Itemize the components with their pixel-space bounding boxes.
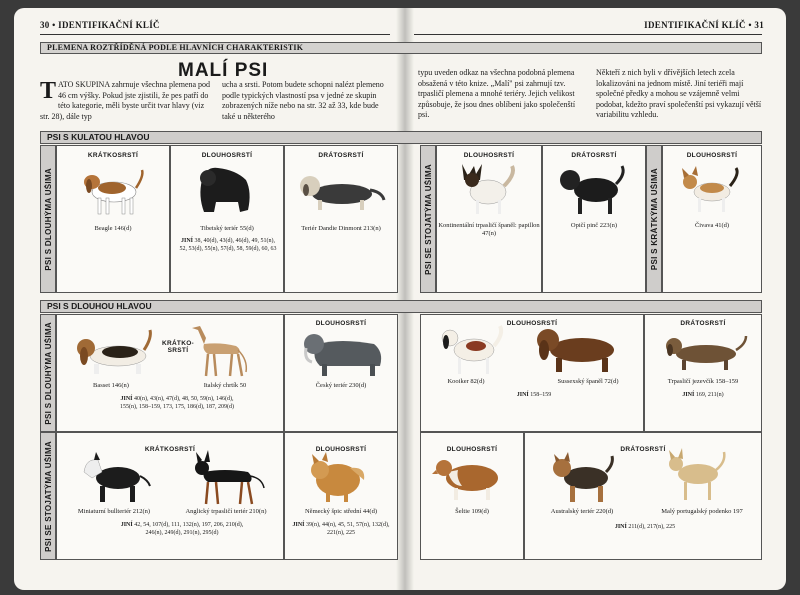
affenpinscher-image <box>556 162 628 218</box>
vlabel-round-short: PSI S KRÁTKÝMA UŠIMA <box>646 145 662 293</box>
portuguese-podengo-image <box>664 448 730 504</box>
coat-wire-2: DRÁTOSRSTÍ <box>571 152 617 159</box>
section-long-head: PSI S DLOUHOU HLAVOU <box>40 300 762 313</box>
also-basset-group: JINÍ 40(n), 43(n), 47(d), 48, 50, 59(n), 146(d), 155(n), 158–159, 173, 175, 186(d), 187, 209(d) <box>120 396 234 410</box>
also-bull-group: JINÍ 42, 54, 107(d), 111, 132(n), 197, 206, 210(d), 246(n), 249(d), 291(n), 295(d) <box>120 522 244 536</box>
caption-kooiker: Kooiker 82(d) <box>447 378 485 385</box>
vlabel-round-erect: PSI SE STOJATÝMA UŠIMA <box>420 145 436 293</box>
dandie-dinmont-image <box>296 170 386 214</box>
caption-tibetan: Tibetský teriér 55(d) <box>200 225 254 232</box>
page-title: MALÍ PSI <box>178 60 269 81</box>
caption-spitz: Německý špic střední 44(d) <box>304 508 378 515</box>
english-toy-terrier-image <box>190 448 268 508</box>
mini-dachshund-image <box>658 332 748 374</box>
coat-long-6: DLOUHOSRSTÍ <box>315 446 367 453</box>
basset-image <box>72 328 154 378</box>
mini-bull-terrier-image <box>78 450 152 506</box>
right-folio: IDENTIFIKAČNÍ KLÍČ • 31 <box>644 20 764 30</box>
vlabel-long-drooping: PSI S DLOUHÝMA UŠIMA <box>40 314 56 432</box>
coat-long-7: DLOUHOSRSTÍ <box>446 446 498 453</box>
sheltie-image <box>432 452 506 504</box>
beagle-image <box>78 162 148 220</box>
coat-short-split: KRÁTKO- SRSTÍ <box>161 340 195 354</box>
dropcap: T <box>40 78 57 104</box>
coat-long-2: DLOUHOSRSTÍ <box>463 152 515 159</box>
caption-mini-bull: Miniaturní bullteriér 212(n) <box>77 508 151 515</box>
kooiker-image <box>436 322 508 380</box>
caption-affen: Opičí pinč 223(n) <box>570 222 618 229</box>
caption-beagle: Beagle 146(d) <box>94 225 132 232</box>
left-rule <box>40 34 390 35</box>
coat-short-1: KRÁTKOSRSTÍ <box>87 152 139 159</box>
coat-long-3: DLOUHOSRSTÍ <box>686 152 738 159</box>
tibetan-terrier-image <box>192 162 258 218</box>
german-spitz-image <box>306 452 374 506</box>
cesky-terrier-image <box>300 326 390 380</box>
intro-text-1: ATO SKUPINA zahrnuje všechna plemena pod 46 cm výšky. Pokud jste zjistili, že pes patří do této kategorie, měli byste určit tvar hlavy (viz str. 28), dále typ <box>40 80 211 121</box>
caption-podengo: Malý portugalský podenko 197 <box>661 508 743 515</box>
intro-col-1 <box>40 80 212 122</box>
papillon-image <box>454 160 520 218</box>
vlabel-round-drooping: PSI S DLOUHÝMA UŠIMA <box>40 145 56 293</box>
also-spitz-group: JINÍ 39(n), 44(n), 45, 51, 57(n), 132(d), 221(n), 225 <box>292 522 390 536</box>
coat-long-5: DLOUHOSRSTÍ <box>506 320 558 327</box>
caption-dandie: Teriér Dandie Dinmont 213(n) <box>301 225 381 232</box>
intro-col-2: ucha a srsti. Potom budete schopni nalézt plemeno podle typických vlastností psa v jedné ze skupin zobrazených níže nebo na str. 32 až 33, kde bude také u některého <box>222 80 384 121</box>
also-kooiker-group: JINÍ 158–159 <box>516 392 552 398</box>
coat-wire-1: DRÁTOSRSTÍ <box>318 152 364 159</box>
vlabel-long-erect: PSI SE STOJATÝMA UŠIMA <box>40 432 56 560</box>
chihuahua-image <box>676 164 744 216</box>
also-tibetan: JINÍ 38, 40(d), 43(d), 46(d), 49, 51(n), 52, 53(d), 55(n), 57(d), 58, 59(d), 60, 63 <box>179 238 277 252</box>
sussex-spaniel-image <box>532 322 624 378</box>
caption-aussie: Australský teriér 220(d) <box>550 508 614 515</box>
coat-wire-3: DRÁTOSRSTÍ <box>680 320 726 327</box>
coat-long-1: DLOUHOSRSTÍ <box>201 152 253 159</box>
italian-greyhound-image <box>190 320 252 380</box>
australian-terrier-image <box>548 452 618 506</box>
cell-dandie <box>284 145 398 293</box>
caption-basset: Basset 146(n) <box>93 382 129 389</box>
caption-english-toy: Anglický trpasličí teriér 210(n) <box>185 508 267 515</box>
also-mini-dach: JINÍ 169, 211(n) <box>682 392 724 398</box>
coat-long-4: DLOUHOSRSTÍ <box>315 320 367 327</box>
section-round-head: PSI S KULATOU HLAVOU <box>40 131 762 144</box>
intro-col-3: typu uveden odkaz na všechna podobná plemena obsažená v této knize. „Malí" psi zahrnují tzv. trpasličí plemena a mnohé teriéry. Jejich velikost způsobuje, že jsou dnes oblíbeni jako společenští psi. <box>418 68 576 119</box>
caption-mini-dach: Trpasličí jezevčík 158–159 <box>667 378 739 385</box>
coat-wire-4: DRÁTOSRSTÍ <box>620 446 666 453</box>
caption-sussex: Sussexský španěl 72(d) <box>557 378 619 385</box>
intro-col-4: Někteří z nich byli v dřívějších letech zcela lokalizováni na jednom místě. Jiní teriéři mají společné předky a mohou se vzájemně velmi podobat, kdežto praví společenští psi vykazují větší variabilitu vzhledu. <box>596 68 762 119</box>
right-rule <box>414 34 762 35</box>
caption-sheltie: Šeltie 109(d) <box>455 508 489 515</box>
caption-chihuahua: Čivava 41(d) <box>694 222 730 229</box>
caption-papillon: Kontinentální trpasličí španěl: papillon 47(n) <box>438 222 540 237</box>
caption-italian: Italský chrtík 50 <box>203 382 247 389</box>
caption-cesky: Český teriér 230(d) <box>315 382 367 389</box>
left-folio: 30 • IDENTIFIKAČNÍ KLÍČ <box>40 20 160 30</box>
coat-short-2: KRÁTKOSRSTÍ <box>144 446 196 453</box>
also-wire-group: JINÍ 211(d), 217(n), 225 <box>614 524 676 530</box>
category-band: PLEMENA ROZTŘÍDĚNÁ PODLE HLAVNÍCH CHARAKTERISTIK <box>40 42 762 54</box>
